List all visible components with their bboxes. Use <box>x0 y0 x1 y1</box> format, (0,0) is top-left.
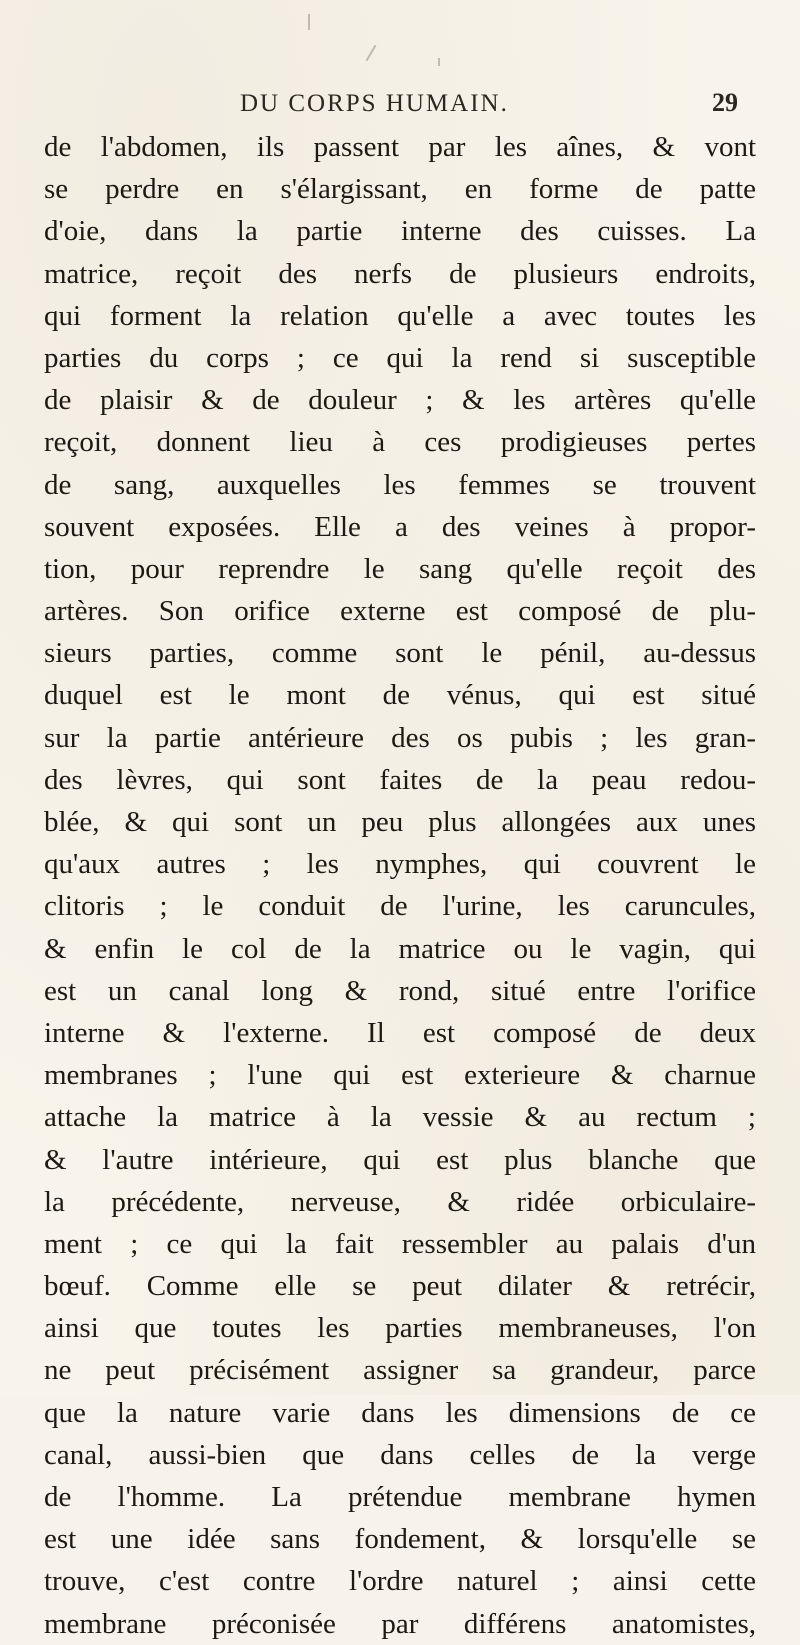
text-line: sur la partie antérieure des os pubis ; les gran- <box>44 721 756 754</box>
text-line: de plaisir & de douleur ; & les artères qu'elle <box>44 384 756 417</box>
text-line: d'oie, dans la partie interne des cuisses. La <box>44 215 756 248</box>
text-line: membranes ; l'une qui est exterieure & charnue <box>44 1059 756 1092</box>
running-title: DU CORPS HUMAIN. <box>240 90 509 117</box>
text-line: ment ; ce qui la fait ressembler au palais d'un <box>44 1227 756 1260</box>
text-line: matrice, reçoit des nerfs de plusieurs endroits, <box>44 257 756 290</box>
text-line: parties du corps ; ce qui la rend si susceptible <box>44 341 756 374</box>
text-line: & enfin le col de la matrice ou le vagin, qui <box>44 932 756 965</box>
text-line: est une idée sans fondement, & lorsqu'elle se <box>44 1523 756 1556</box>
page-number: 29 <box>712 88 738 117</box>
text-line: reçoit, donnent lieu à ces prodigieuses pertes <box>44 426 756 459</box>
text-line: clitoris ; le conduit de l'urine, les caruncules, <box>44 890 756 923</box>
text-line: & l'autre intérieure, qui est plus blanche que <box>44 1143 756 1176</box>
text-line: interne & l'externe. Il est composé de deux <box>44 1016 756 1049</box>
text-line: blée, & qui sont un peu plus allongées aux unes <box>44 806 756 838</box>
text-line: de l'homme. La prétendue membrane hymen <box>44 1481 756 1513</box>
text-line: artères. Son orifice externe est composé de plu- <box>44 595 756 628</box>
paper-speck <box>438 58 440 66</box>
text-line: canal, aussi-bien que dans celles de la verge <box>44 1438 756 1471</box>
text-line: se perdre en s'élargissant, en forme de patte <box>44 173 756 206</box>
body-text <box>44 126 756 1645</box>
text-line: des lèvres, qui sont faites de la peau redou- <box>44 763 756 796</box>
text-line: ne peut précisément assigner sa grandeur, parce <box>44 1354 756 1387</box>
text-line: de sang, auxquelles les femmes se trouvent <box>44 468 756 501</box>
text-line: sieurs parties, comme sont le pénil, au-dessus <box>44 637 756 670</box>
text-line: de l'abdomen, ils passent par les aînes, & vont <box>44 131 756 163</box>
text-line: duquel est le mont de vénus, qui est situé <box>44 679 756 712</box>
text-line: qu'aux autres ; les nymphes, qui couvrent le <box>44 848 756 881</box>
paper-speck <box>366 45 377 62</box>
page-header <box>0 86 800 126</box>
text-line: attache la matrice à la vessie & au rectum ; <box>44 1101 756 1134</box>
text-line: tion, pour reprendre le sang qu'elle reçoit des <box>44 552 756 585</box>
text-line: bœuf. Comme elle se peut dilater & retrécir, <box>44 1270 756 1303</box>
text-line: membrane préconisée par différens anatomistes, <box>44 1607 756 1640</box>
text-line: qui forment la relation qu'elle a avec toutes les <box>44 299 756 332</box>
paper-speck <box>308 14 310 30</box>
text-line: est un canal long & rond, situé entre l'orifice <box>44 974 756 1007</box>
text-line: souvent exposées. Elle a des veines à propor- <box>44 510 756 543</box>
text-line: que la nature varie dans les dimensions de ce <box>44 1396 756 1429</box>
text-line: ainsi que toutes les parties membraneuses, l'on <box>44 1312 756 1345</box>
text-line: trouve, c'est contre l'ordre naturel ; ainsi cette <box>44 1565 756 1598</box>
text-line: la précédente, nerveuse, & ridée orbiculaire- <box>44 1185 756 1218</box>
